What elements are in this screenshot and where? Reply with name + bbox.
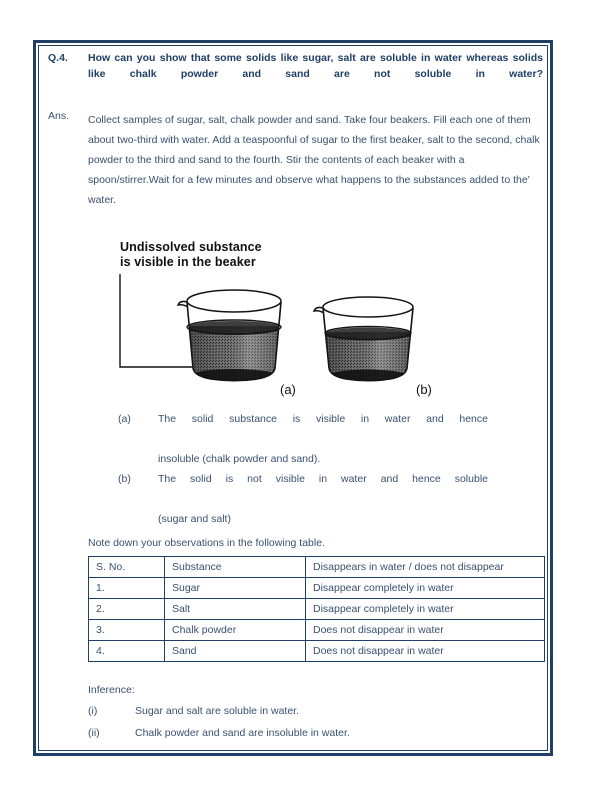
table-row [89,620,545,641]
page-content [48,50,546,748]
inference-title: Inference: [88,684,135,696]
cell-sno: 3. [89,620,165,641]
cell-result: Disappear completely in water [306,599,545,620]
observation-note: Note down your observations in the following table. [88,537,325,549]
question-block [48,50,543,98]
inference-item [88,722,546,744]
explanation-marker-b: (b) [118,473,131,485]
explanation-marker-a: (a) [118,413,131,425]
cell-sno: 2. [89,599,165,620]
question-label: Q.4. [48,52,68,64]
explanation-list [48,409,518,529]
annotation-leader-line [120,274,192,367]
answer-block [48,110,543,230]
question-text: How can you show that some solids like sugar, salt are soluble in water whereas solids like chalk powder and sand are not soluble in water? [88,52,543,80]
table-header-result: Disappears in water / does not disappear [306,557,545,578]
explanation-b-line1: The solid is not visible in water and hence soluble [158,473,488,485]
cell-substance: Chalk powder [165,620,306,641]
cell-sno: 1. [89,578,165,599]
inference-list [48,700,546,744]
inference-marker: (ii) [88,727,100,739]
explanation-a-line1: The solid substance is visible in water and hence [158,413,488,425]
beaker-illustration [48,240,503,405]
cell-result: Does not disappear in water [306,641,545,662]
explanation-a-line2: insoluble (chalk powder and sand). [158,453,321,465]
table-row [89,641,545,662]
inference-text: Sugar and salt are soluble in water. [135,705,300,717]
figure-annotation-line1: Undissolved substance [120,240,262,254]
table-header-substance: Substance [165,557,306,578]
beaker-figure [48,240,503,405]
beaker-b-caption: (b) [416,382,432,397]
cell-result: Does not disappear in water [306,620,545,641]
cell-substance: Sugar [165,578,306,599]
table-header-row [89,557,545,578]
answer-label: Ans. [48,110,70,122]
inference-text: Chalk powder and sand are insoluble in water. [135,727,350,739]
table-row [89,599,545,620]
explanation-item-b [118,469,488,529]
cell-substance: Sand [165,641,306,662]
cell-substance: Salt [165,599,306,620]
explanation-item-a [118,409,488,469]
figure-annotation-line2: is visible in the beaker [120,255,256,269]
answer-text: Collect samples of sugar, salt, chalk powder and sand. Take four beakers. Fill each one of them about two-third with water. Add a teaspoonful of sugar to the first beaker, salt to the second, chalk powder to the third and sand to the fourth. Stir the contents of each beaker with a spoon/stirrer.Wait for a few minutes and observe what happens to the substances added to the' water. [88,114,540,206]
cell-sno: 4. [89,641,165,662]
cell-result: Disappear completely in water [306,578,545,599]
beaker-a [178,290,288,386]
beaker-b [314,297,416,387]
observation-table [88,556,545,662]
beaker-a-caption: (a) [280,382,296,397]
table-row [89,578,545,599]
inference-marker: (i) [88,705,98,717]
table-header-sno: S. No. [89,557,165,578]
explanation-b-line2: (sugar and salt) [158,513,231,525]
inference-item [88,700,546,722]
